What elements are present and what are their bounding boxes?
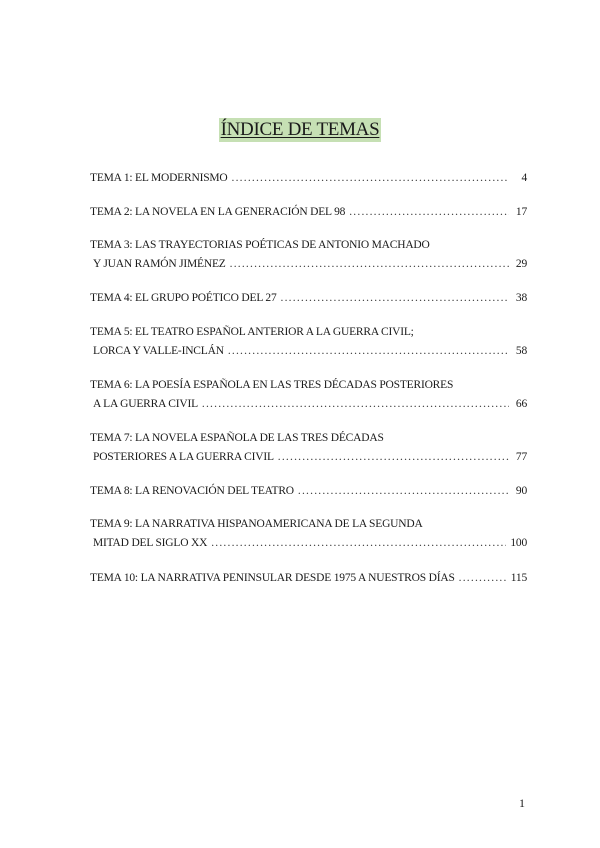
dot-leader bbox=[281, 289, 509, 308]
toc-entry-title: TEMA 2: LA NOVELA EN LA GENERACIÓN DEL 98 bbox=[90, 206, 346, 218]
toc-entry-title-continued: A LA GUERRA CIVIL bbox=[93, 398, 198, 410]
dot-leader bbox=[459, 569, 507, 588]
toc-entry-title-continued: Y JUAN RAMÓN JIMÉNEZ bbox=[93, 258, 226, 270]
toc-entry-title-continued: LORCA Y VALLE-INCLÁN bbox=[93, 345, 224, 357]
toc-entry-1 bbox=[90, 169, 527, 188]
dot-leader bbox=[211, 534, 506, 553]
toc-entry-page: 77 bbox=[515, 451, 527, 463]
dot-leader bbox=[349, 203, 509, 222]
toc-entry-8 bbox=[90, 482, 527, 501]
toc-entry-page: 29 bbox=[515, 258, 527, 270]
toc-entry-title: TEMA 9: LA NARRATIVA HISPANOAMERICANA DE LA SEGUNDA bbox=[90, 518, 423, 530]
toc-entry-page: 66 bbox=[515, 398, 527, 410]
page-title-container bbox=[0, 118, 600, 142]
dot-leader bbox=[202, 395, 509, 414]
toc-entry-page: 115 bbox=[510, 572, 527, 584]
toc-entry-page: 100 bbox=[510, 537, 527, 549]
toc-entry-title: TEMA 10: LA NARRATIVA PENINSULAR DESDE 1975 A NUESTROS DÍAS bbox=[90, 572, 455, 584]
toc-entry-7 bbox=[90, 429, 527, 467]
toc-entry-title: TEMA 3: LAS TRAYECTORIAS POÉTICAS DE ANTONIO MACHADO bbox=[90, 239, 430, 251]
dot-leader bbox=[228, 342, 509, 361]
toc-entry-page: 17 bbox=[515, 206, 527, 218]
toc-entry-title: TEMA 4: EL GRUPO POÉTICO DEL 27 bbox=[90, 292, 277, 304]
toc-entry-2 bbox=[90, 203, 527, 222]
toc-entry-page: 4 bbox=[521, 172, 527, 184]
toc-entry-6 bbox=[90, 376, 527, 414]
dot-leader bbox=[230, 255, 509, 274]
toc-entry-5 bbox=[90, 323, 527, 361]
toc-entry-page: 58 bbox=[515, 345, 527, 357]
toc-entry-page: 90 bbox=[515, 485, 527, 497]
toc-entry-title: TEMA 8: LA RENOVACIÓN DEL TEATRO bbox=[90, 485, 294, 497]
footer-page-number: 1 bbox=[519, 796, 525, 810]
toc-entry-4 bbox=[90, 289, 527, 308]
toc-entry-title: TEMA 5: EL TEATRO ESPAÑOL ANTERIOR A LA GUERRA CIVIL; bbox=[90, 326, 414, 338]
toc-entry-title: TEMA 1: EL MODERNISMO bbox=[90, 172, 228, 184]
toc-entry-title: TEMA 6: LA POESÍA ESPAÑOLA EN LAS TRES DÉCADAS POSTERIORES bbox=[90, 379, 454, 391]
dot-leader bbox=[232, 169, 509, 188]
toc-entry-title-continued: POSTERIORES A LA GUERRA CIVIL bbox=[93, 451, 274, 463]
toc-entry-title: TEMA 7: LA NOVELA ESPAÑOLA DE LAS TRES DÉCADAS bbox=[90, 432, 384, 444]
toc-entry-title-continued: MITAD DEL SIGLO XX bbox=[93, 537, 208, 549]
dot-leader bbox=[278, 448, 509, 467]
toc-entry-10 bbox=[90, 569, 527, 588]
dot-leader bbox=[298, 482, 509, 501]
page-title: ÍNDICE DE TEMAS bbox=[220, 119, 380, 140]
toc-entry-3 bbox=[90, 236, 527, 274]
toc-entry-page: 38 bbox=[515, 292, 527, 304]
toc-entry-9 bbox=[90, 515, 527, 553]
